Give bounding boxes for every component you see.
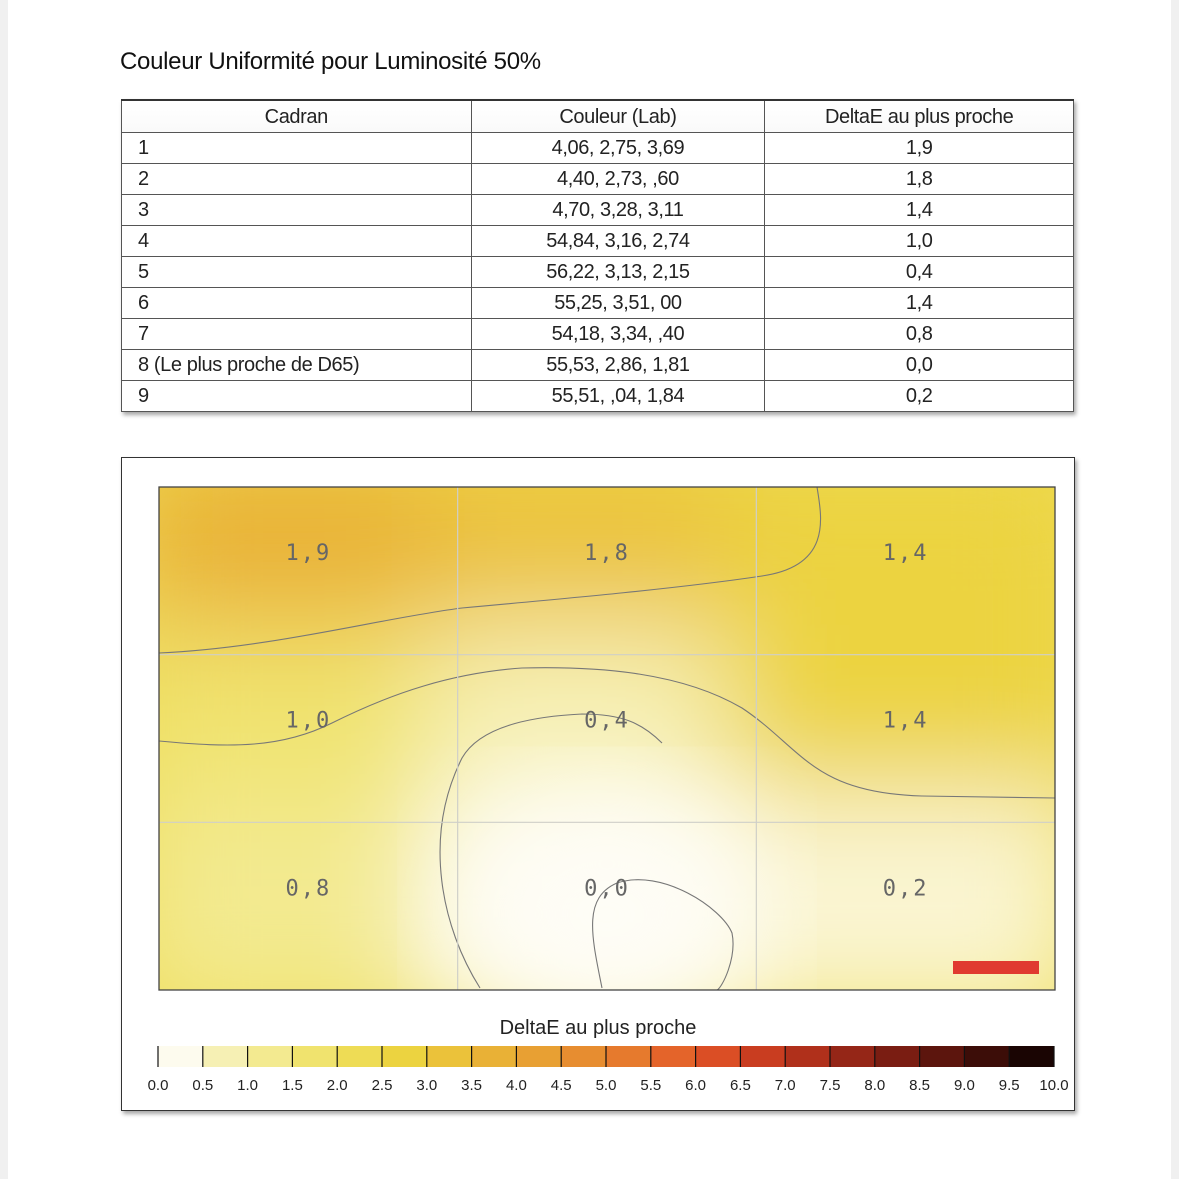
quadrant-cell: 9 [122, 381, 472, 412]
scale-tick-label: 7.5 [819, 1077, 841, 1094]
scale-tick-label: 2.0 [326, 1077, 348, 1094]
cell-label: 1,8 [584, 541, 630, 566]
scale-tick-label: 10.0 [1039, 1077, 1069, 1094]
lab-color-cell: 54,18, 3,34, ,40 [471, 319, 765, 350]
scale-tick-label: 4.5 [550, 1077, 572, 1094]
lab-color-cell: 4,40, 2,73, ,60 [471, 164, 765, 195]
scale-swatch [516, 1046, 561, 1067]
scale-swatch [203, 1046, 248, 1067]
lab-color-cell: 4,06, 2,75, 3,69 [471, 133, 765, 164]
deltae-cell: 1,0 [765, 226, 1074, 257]
scale-swatch [830, 1046, 875, 1067]
deltae-cell: 1,4 [765, 288, 1074, 319]
quadrant-cell: 5 [122, 257, 472, 288]
scale-tick-label: 8.0 [864, 1077, 886, 1094]
quadrant-cell: 6 [122, 288, 472, 319]
scale-swatch [337, 1046, 382, 1067]
deltae-cell: 1,4 [765, 195, 1074, 226]
cell-label: 1,0 [285, 708, 332, 734]
table-row [122, 195, 1074, 226]
quadrant-cell: 8 (Le plus proche de D65) [122, 350, 472, 381]
scale-tick-label: 3.5 [461, 1077, 483, 1094]
scale-swatch [158, 1046, 203, 1067]
brand-bar [953, 961, 1039, 974]
scale-tick-label: 1.0 [237, 1077, 259, 1094]
quadrant-cell: 2 [122, 164, 472, 195]
scale-swatch [248, 1046, 293, 1067]
scale-tick-label: 4.0 [505, 1077, 527, 1094]
column-header: Cadran [122, 100, 472, 133]
scale-swatch [920, 1046, 965, 1067]
scale-tick-label: 2.5 [371, 1077, 393, 1094]
cell-label: 1,9 [285, 541, 332, 566]
deltae-cell: 0,0 [765, 350, 1074, 381]
uniformity-table [121, 99, 1074, 412]
quadrant-cell: 1 [122, 133, 472, 164]
deltae-cell: 1,9 [765, 133, 1074, 164]
cell-label: 0,2 [882, 876, 929, 902]
page-title: Couleur Uniformité pour Luminosité 50% [120, 48, 541, 75]
column-header: Couleur (Lab) [471, 100, 765, 133]
scale-tick-label: 6.0 [685, 1077, 707, 1094]
cell-label: 0,8 [285, 876, 332, 902]
quadrant-cell: 7 [122, 319, 472, 350]
lab-color-cell: 56,22, 3,13, 2,15 [471, 257, 765, 288]
table-header-row [122, 100, 1074, 133]
scale-swatch [651, 1046, 696, 1067]
heatmap-cell [726, 792, 1074, 1020]
table-row [122, 381, 1074, 412]
scale-tick-label: 0.0 [147, 1077, 169, 1094]
scale-tick-label: 9.0 [953, 1077, 975, 1094]
scale-tick-label: 9.5 [998, 1077, 1020, 1094]
lab-color-cell: 54,84, 3,16, 2,74 [471, 226, 765, 257]
deltae-cell: 1,8 [765, 164, 1074, 195]
scale-swatch [964, 1046, 1009, 1067]
table-row [122, 350, 1074, 381]
scale-tick-label: 5.0 [595, 1077, 617, 1094]
scale-swatch [1009, 1046, 1054, 1067]
cell-label: 0,0 [584, 876, 630, 902]
heatmap-panel [121, 457, 1075, 1111]
deltae-cell: 0,4 [765, 257, 1074, 288]
cell-label: 0,4 [584, 708, 630, 734]
scale-swatch [740, 1046, 785, 1067]
scale-tick-label: 3.0 [416, 1077, 438, 1094]
scale-tick-label: 7.0 [774, 1077, 796, 1094]
lab-color-cell: 55,53, 2,86, 1,81 [471, 350, 765, 381]
scale-swatch [696, 1046, 741, 1067]
lab-color-cell: 4,70, 3,28, 3,11 [471, 195, 765, 226]
scale-swatch [875, 1046, 920, 1067]
scale-swatch [561, 1046, 606, 1067]
page [8, 0, 1171, 1179]
table-row [122, 226, 1074, 257]
deltae-cell: 0,8 [765, 319, 1074, 350]
lab-color-cell: 55,25, 3,51, 00 [471, 288, 765, 319]
cell-label: 1,4 [882, 541, 929, 566]
scale-swatch [785, 1046, 830, 1067]
table-row [122, 288, 1074, 319]
lab-color-cell: 55,51, ,04, 1,84 [471, 381, 765, 412]
deltae-cell: 0,2 [765, 381, 1074, 412]
heatmap-chart [122, 458, 1074, 1110]
scale-tick-label: 1.5 [281, 1077, 303, 1094]
cell-label: 1,4 [882, 708, 929, 734]
scale-swatch [472, 1046, 517, 1067]
scale-swatch [292, 1046, 337, 1067]
column-header: DeltaE au plus proche [765, 100, 1074, 133]
table-row [122, 257, 1074, 288]
table-row [122, 319, 1074, 350]
scale-swatch [382, 1046, 427, 1067]
scale-tick-label: 5.5 [640, 1077, 662, 1094]
scale-tick-label: 6.5 [729, 1077, 751, 1094]
quadrant-cell: 3 [122, 195, 472, 226]
table-row [122, 133, 1074, 164]
scale-swatch [606, 1046, 651, 1067]
table-row [122, 164, 1074, 195]
scale-swatch [427, 1046, 472, 1067]
scale-tick-label: 0.5 [192, 1077, 214, 1094]
quadrant-cell: 4 [122, 226, 472, 257]
scale-tick-label: 8.5 [909, 1077, 931, 1094]
scale-label: DeltaE au plus proche [499, 1017, 697, 1039]
